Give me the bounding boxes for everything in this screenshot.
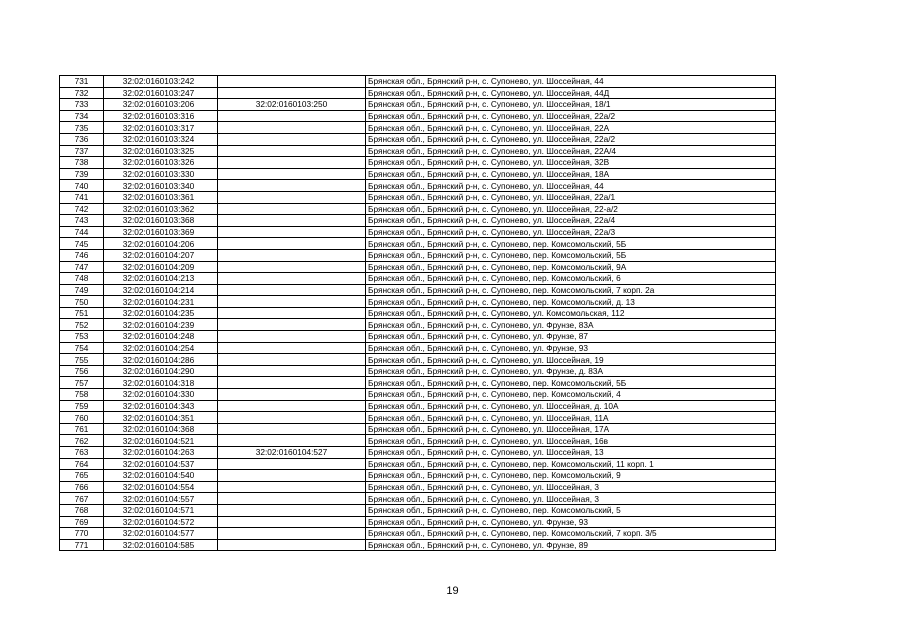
cadastral-number-cell: 32:02:0160103:330	[104, 168, 218, 180]
cadastral-number-cell: 32:02:0160104:571	[104, 504, 218, 516]
table-row	[60, 493, 776, 505]
row-number-cell: 741	[60, 191, 104, 203]
table-row	[60, 145, 776, 157]
related-cadastral-number-cell	[218, 145, 366, 157]
cadastral-number-cell: 32:02:0160103:247	[104, 87, 218, 99]
cadastral-number-cell: 32:02:0160104:209	[104, 261, 218, 273]
row-number-cell: 767	[60, 493, 104, 505]
cadastral-number-cell: 32:02:0160104:206	[104, 238, 218, 250]
related-cadastral-number-cell	[218, 412, 366, 424]
row-number-cell: 757	[60, 377, 104, 389]
table-row	[60, 273, 776, 285]
table-row	[60, 389, 776, 401]
row-number-cell: 771	[60, 539, 104, 551]
cadastral-number-cell: 32:02:0160104:286	[104, 354, 218, 366]
related-cadastral-number-cell	[218, 273, 366, 285]
related-cadastral-number-cell	[218, 284, 366, 296]
related-cadastral-number-cell	[218, 354, 366, 366]
address-cell: Брянская обл., Брянский р-н, с. Супонево, ул. Шоссейная, 44	[366, 76, 776, 88]
related-cadastral-number-cell	[218, 331, 366, 343]
address-cell: Брянская обл., Брянский р-н, с. Супонево, пер. Комсомольский, 9	[366, 470, 776, 482]
cadastral-number-cell: 32:02:0160104:577	[104, 528, 218, 540]
cadastral-number-cell: 32:02:0160104:248	[104, 331, 218, 343]
address-cell: Брянская обл., Брянский р-н, с. Супонево, ул. Шоссейная, 19	[366, 354, 776, 366]
row-number-cell: 746	[60, 249, 104, 261]
row-number-cell: 762	[60, 435, 104, 447]
address-cell: Брянская обл., Брянский р-н, с. Супонево, ул. Фрунзе, 89	[366, 539, 776, 551]
address-cell: Брянская обл., Брянский р-н, с. Супонево, пер. Комсомольский, 9А	[366, 261, 776, 273]
related-cadastral-number-cell	[218, 238, 366, 250]
row-number-cell: 745	[60, 238, 104, 250]
related-cadastral-number-cell	[218, 539, 366, 551]
table-row	[60, 157, 776, 169]
related-cadastral-number-cell	[218, 249, 366, 261]
row-number-cell: 737	[60, 145, 104, 157]
table-row	[60, 504, 776, 516]
address-cell: Брянская обл., Брянский р-н, с. Супонево, ул. Фрунзе, д. 83А	[366, 365, 776, 377]
address-cell: Брянская обл., Брянский р-н, с. Супонево, ул. Шоссейная, 44Д	[366, 87, 776, 99]
related-cadastral-number-cell	[218, 389, 366, 401]
table-row	[60, 516, 776, 528]
cadastral-number-cell: 32:02:0160103:317	[104, 122, 218, 134]
table-row	[60, 133, 776, 145]
related-cadastral-number-cell	[218, 377, 366, 389]
table-row	[60, 215, 776, 227]
address-cell: Брянская обл., Брянский р-н, с. Супонево, ул. Шоссейная, 22а/1	[366, 191, 776, 203]
cadastral-number-cell: 32:02:0160103:340	[104, 180, 218, 192]
related-cadastral-number-cell	[218, 504, 366, 516]
cadastral-number-cell: 32:02:0160104:239	[104, 319, 218, 331]
cadastral-number-cell: 32:02:0160103:361	[104, 191, 218, 203]
table-row	[60, 423, 776, 435]
address-cell: Брянская обл., Брянский р-н, с. Супонево, ул. Фрунзе, 87	[366, 331, 776, 343]
address-cell: Брянская обл., Брянский р-н, с. Супонево, ул. Шоссейная, 16в	[366, 435, 776, 447]
table-row	[60, 331, 776, 343]
address-cell: Брянская обл., Брянский р-н, с. Супонево, ул. Шоссейная, 22-а/2	[366, 203, 776, 215]
cadastral-number-cell: 32:02:0160103:362	[104, 203, 218, 215]
related-cadastral-number-cell	[218, 493, 366, 505]
table-row	[60, 249, 776, 261]
cadastral-number-cell: 32:02:0160103:242	[104, 76, 218, 88]
related-cadastral-number-cell	[218, 307, 366, 319]
address-cell: Брянская обл., Брянский р-н, с. Супонево, ул. Шоссейная, 3	[366, 481, 776, 493]
row-number-cell: 743	[60, 215, 104, 227]
related-cadastral-number-cell	[218, 528, 366, 540]
address-cell: Брянская обл., Брянский р-н, с. Супонево, пер. Комсомольский, 5Б	[366, 249, 776, 261]
row-number-cell: 760	[60, 412, 104, 424]
table-row	[60, 458, 776, 470]
row-number-cell: 742	[60, 203, 104, 215]
cadastral-number-cell: 32:02:0160104:557	[104, 493, 218, 505]
table-row	[60, 539, 776, 551]
cadastral-number-cell: 32:02:0160103:369	[104, 226, 218, 238]
cadastral-number-cell: 32:02:0160104:235	[104, 307, 218, 319]
related-cadastral-number-cell	[218, 76, 366, 88]
address-cell: Брянская обл., Брянский р-н, с. Супонево, ул. Шоссейная, 44	[366, 180, 776, 192]
table-row	[60, 87, 776, 99]
related-cadastral-number-cell	[218, 516, 366, 528]
cadastral-number-cell: 32:02:0160104:554	[104, 481, 218, 493]
cadastral-number-cell: 32:02:0160104:254	[104, 342, 218, 354]
cadastral-number-cell: 32:02:0160103:325	[104, 145, 218, 157]
row-number-cell: 748	[60, 273, 104, 285]
row-number-cell: 765	[60, 470, 104, 482]
row-number-cell: 744	[60, 226, 104, 238]
table-row	[60, 203, 776, 215]
row-number-cell: 752	[60, 319, 104, 331]
related-cadastral-number-cell	[218, 157, 366, 169]
address-cell: Брянская обл., Брянский р-н, с. Супонево, ул. Шоссейная, 22а/4	[366, 215, 776, 227]
row-number-cell: 732	[60, 87, 104, 99]
address-cell: Брянская обл., Брянский р-н, с. Супонево, пер. Комсомольский, 5Б	[366, 377, 776, 389]
cadastral-number-cell: 32:02:0160104:540	[104, 470, 218, 482]
cadastral-number-cell: 32:02:0160104:572	[104, 516, 218, 528]
related-cadastral-number-cell	[218, 423, 366, 435]
address-cell: Брянская обл., Брянский р-н, с. Супонево, ул. Шоссейная, 18/1	[366, 99, 776, 111]
cadastral-number-cell: 32:02:0160104:207	[104, 249, 218, 261]
row-number-cell: 738	[60, 157, 104, 169]
table-row	[60, 319, 776, 331]
related-cadastral-number-cell	[218, 226, 366, 238]
related-cadastral-number-cell	[218, 215, 366, 227]
page-number: 19	[446, 585, 459, 597]
row-number-cell: 754	[60, 342, 104, 354]
address-cell: Брянская обл., Брянский р-н, с. Супонево, ул. Шоссейная, 22А/4	[366, 145, 776, 157]
row-number-cell: 747	[60, 261, 104, 273]
address-cell: Брянская обл., Брянский р-н, с. Супонево, ул. Шоссейная, 22А	[366, 122, 776, 134]
address-cell: Брянская обл., Брянский р-н, с. Супонево, ул. Шоссейная, д. 10А	[366, 400, 776, 412]
row-number-cell: 740	[60, 180, 104, 192]
table-row	[60, 342, 776, 354]
cadastral-number-cell: 32:02:0160104:318	[104, 377, 218, 389]
cadastral-number-cell: 32:02:0160104:231	[104, 296, 218, 308]
table-row	[60, 296, 776, 308]
address-cell: Брянская обл., Брянский р-н, с. Супонево, ул. Шоссейная, 22а/2	[366, 133, 776, 145]
cadastral-number-cell: 32:02:0160103:368	[104, 215, 218, 227]
related-cadastral-number-cell	[218, 458, 366, 470]
table-row	[60, 168, 776, 180]
address-cell: Брянская обл., Брянский р-н, с. Супонево, ул. Фрунзе, 83А	[366, 319, 776, 331]
row-number-cell: 770	[60, 528, 104, 540]
related-cadastral-number-cell	[218, 122, 366, 134]
cadastral-number-cell: 32:02:0160104:213	[104, 273, 218, 285]
table-row	[60, 412, 776, 424]
row-number-cell: 768	[60, 504, 104, 516]
related-cadastral-number-cell	[218, 400, 366, 412]
related-cadastral-number-cell	[218, 342, 366, 354]
cadastral-number-cell: 32:02:0160104:351	[104, 412, 218, 424]
table-row	[60, 447, 776, 459]
cadastral-number-cell: 32:02:0160103:316	[104, 110, 218, 122]
address-cell: Брянская обл., Брянский р-н, с. Супонево, ул. Фрунзе, 93	[366, 342, 776, 354]
address-cell: Брянская обл., Брянский р-н, с. Супонево, ул. Комсомольская, 112	[366, 307, 776, 319]
row-number-cell: 764	[60, 458, 104, 470]
cadastral-number-cell: 32:02:0160103:324	[104, 133, 218, 145]
address-cell: Брянская обл., Брянский р-н, с. Супонево, ул. Шоссейная, 22а/3	[366, 226, 776, 238]
row-number-cell: 731	[60, 76, 104, 88]
address-cell: Брянская обл., Брянский р-н, с. Супонево, пер. Комсомольский, д. 13	[366, 296, 776, 308]
related-cadastral-number-cell	[218, 481, 366, 493]
cadastral-number-cell: 32:02:0160104:214	[104, 284, 218, 296]
row-number-cell: 759	[60, 400, 104, 412]
related-cadastral-number-cell	[218, 296, 366, 308]
address-cell: Брянская обл., Брянский р-н, с. Супонево, пер. Комсомольский, 5	[366, 504, 776, 516]
related-cadastral-number-cell	[218, 87, 366, 99]
cadastral-number-cell: 32:02:0160103:326	[104, 157, 218, 169]
address-cell: Брянская обл., Брянский р-н, с. Супонево, ул. Шоссейная, 17А	[366, 423, 776, 435]
address-cell: Брянская обл., Брянский р-н, с. Супонево, пер. Комсомольский, 6	[366, 273, 776, 285]
row-number-cell: 735	[60, 122, 104, 134]
cadastral-table	[59, 75, 776, 551]
cadastral-number-cell: 32:02:0160104:585	[104, 539, 218, 551]
table-row	[60, 76, 776, 88]
table-row	[60, 110, 776, 122]
cadastral-number-cell: 32:02:0160104:521	[104, 435, 218, 447]
related-cadastral-number-cell	[218, 110, 366, 122]
row-number-cell: 753	[60, 331, 104, 343]
address-cell: Брянская обл., Брянский р-н, с. Супонево, ул. Шоссейная, 32В	[366, 157, 776, 169]
table-row	[60, 261, 776, 273]
row-number-cell: 766	[60, 481, 104, 493]
address-cell: Брянская обл., Брянский р-н, с. Супонево, ул. Шоссейная, 22а/2	[366, 110, 776, 122]
cadastral-number-cell: 32:02:0160104:330	[104, 389, 218, 401]
table-row	[60, 238, 776, 250]
row-number-cell: 739	[60, 168, 104, 180]
address-cell: Брянская обл., Брянский р-н, с. Супонево, пер. Комсомольский, 7 корп. 3/5	[366, 528, 776, 540]
row-number-cell: 761	[60, 423, 104, 435]
row-number-cell: 763	[60, 447, 104, 459]
row-number-cell: 733	[60, 99, 104, 111]
address-cell: Брянская обл., Брянский р-н, с. Супонево, пер. Комсомольский, 7 корп. 2а	[366, 284, 776, 296]
address-cell: Брянская обл., Брянский р-н, с. Супонево, ул. Фрунзе, 93	[366, 516, 776, 528]
cadastral-number-cell: 32:02:0160104:343	[104, 400, 218, 412]
row-number-cell: 769	[60, 516, 104, 528]
related-cadastral-number-cell	[218, 319, 366, 331]
related-cadastral-number-cell	[218, 435, 366, 447]
table-row	[60, 180, 776, 192]
related-cadastral-number-cell	[218, 133, 366, 145]
address-cell: Брянская обл., Брянский р-н, с. Супонево, пер. Комсомольский, 11 корп. 1	[366, 458, 776, 470]
related-cadastral-number-cell	[218, 168, 366, 180]
address-cell: Брянская обл., Брянский р-н, с. Супонево, ул. Шоссейная, 3	[366, 493, 776, 505]
related-cadastral-number-cell	[218, 203, 366, 215]
row-number-cell: 755	[60, 354, 104, 366]
related-cadastral-number-cell	[218, 365, 366, 377]
table-row	[60, 365, 776, 377]
address-cell: Брянская обл., Брянский р-н, с. Супонево, ул. Шоссейная, 13	[366, 447, 776, 459]
related-cadastral-number-cell	[218, 180, 366, 192]
cadastral-table-body	[60, 76, 776, 551]
table-row	[60, 377, 776, 389]
table-row	[60, 400, 776, 412]
row-number-cell: 756	[60, 365, 104, 377]
table-row	[60, 122, 776, 134]
table-row	[60, 528, 776, 540]
table-row	[60, 307, 776, 319]
cadastral-number-cell: 32:02:0160104:537	[104, 458, 218, 470]
table-row	[60, 354, 776, 366]
table-row	[60, 226, 776, 238]
related-cadastral-number-cell	[218, 261, 366, 273]
table-row	[60, 99, 776, 111]
related-cadastral-number-cell: 32:02:0160104:527	[218, 447, 366, 459]
related-cadastral-number-cell: 32:02:0160103:250	[218, 99, 366, 111]
row-number-cell: 749	[60, 284, 104, 296]
address-cell: Брянская обл., Брянский р-н, с. Супонево, ул. Шоссейная, 11А	[366, 412, 776, 424]
address-cell: Брянская обл., Брянский р-н, с. Супонево, пер. Комсомольский, 5Б	[366, 238, 776, 250]
cadastral-number-cell: 32:02:0160104:290	[104, 365, 218, 377]
cadastral-number-cell: 32:02:0160104:368	[104, 423, 218, 435]
row-number-cell: 736	[60, 133, 104, 145]
table-row	[60, 481, 776, 493]
row-number-cell: 734	[60, 110, 104, 122]
table-row	[60, 191, 776, 203]
related-cadastral-number-cell	[218, 470, 366, 482]
row-number-cell: 758	[60, 389, 104, 401]
table-row	[60, 470, 776, 482]
address-cell: Брянская обл., Брянский р-н, с. Супонево, пер. Комсомольский, 4	[366, 389, 776, 401]
cadastral-number-cell: 32:02:0160104:263	[104, 447, 218, 459]
table-row	[60, 435, 776, 447]
row-number-cell: 751	[60, 307, 104, 319]
address-cell: Брянская обл., Брянский р-н, с. Супонево, ул. Шоссейная, 18А	[366, 168, 776, 180]
row-number-cell: 750	[60, 296, 104, 308]
table-row	[60, 284, 776, 296]
related-cadastral-number-cell	[218, 191, 366, 203]
cadastral-number-cell: 32:02:0160103:206	[104, 99, 218, 111]
